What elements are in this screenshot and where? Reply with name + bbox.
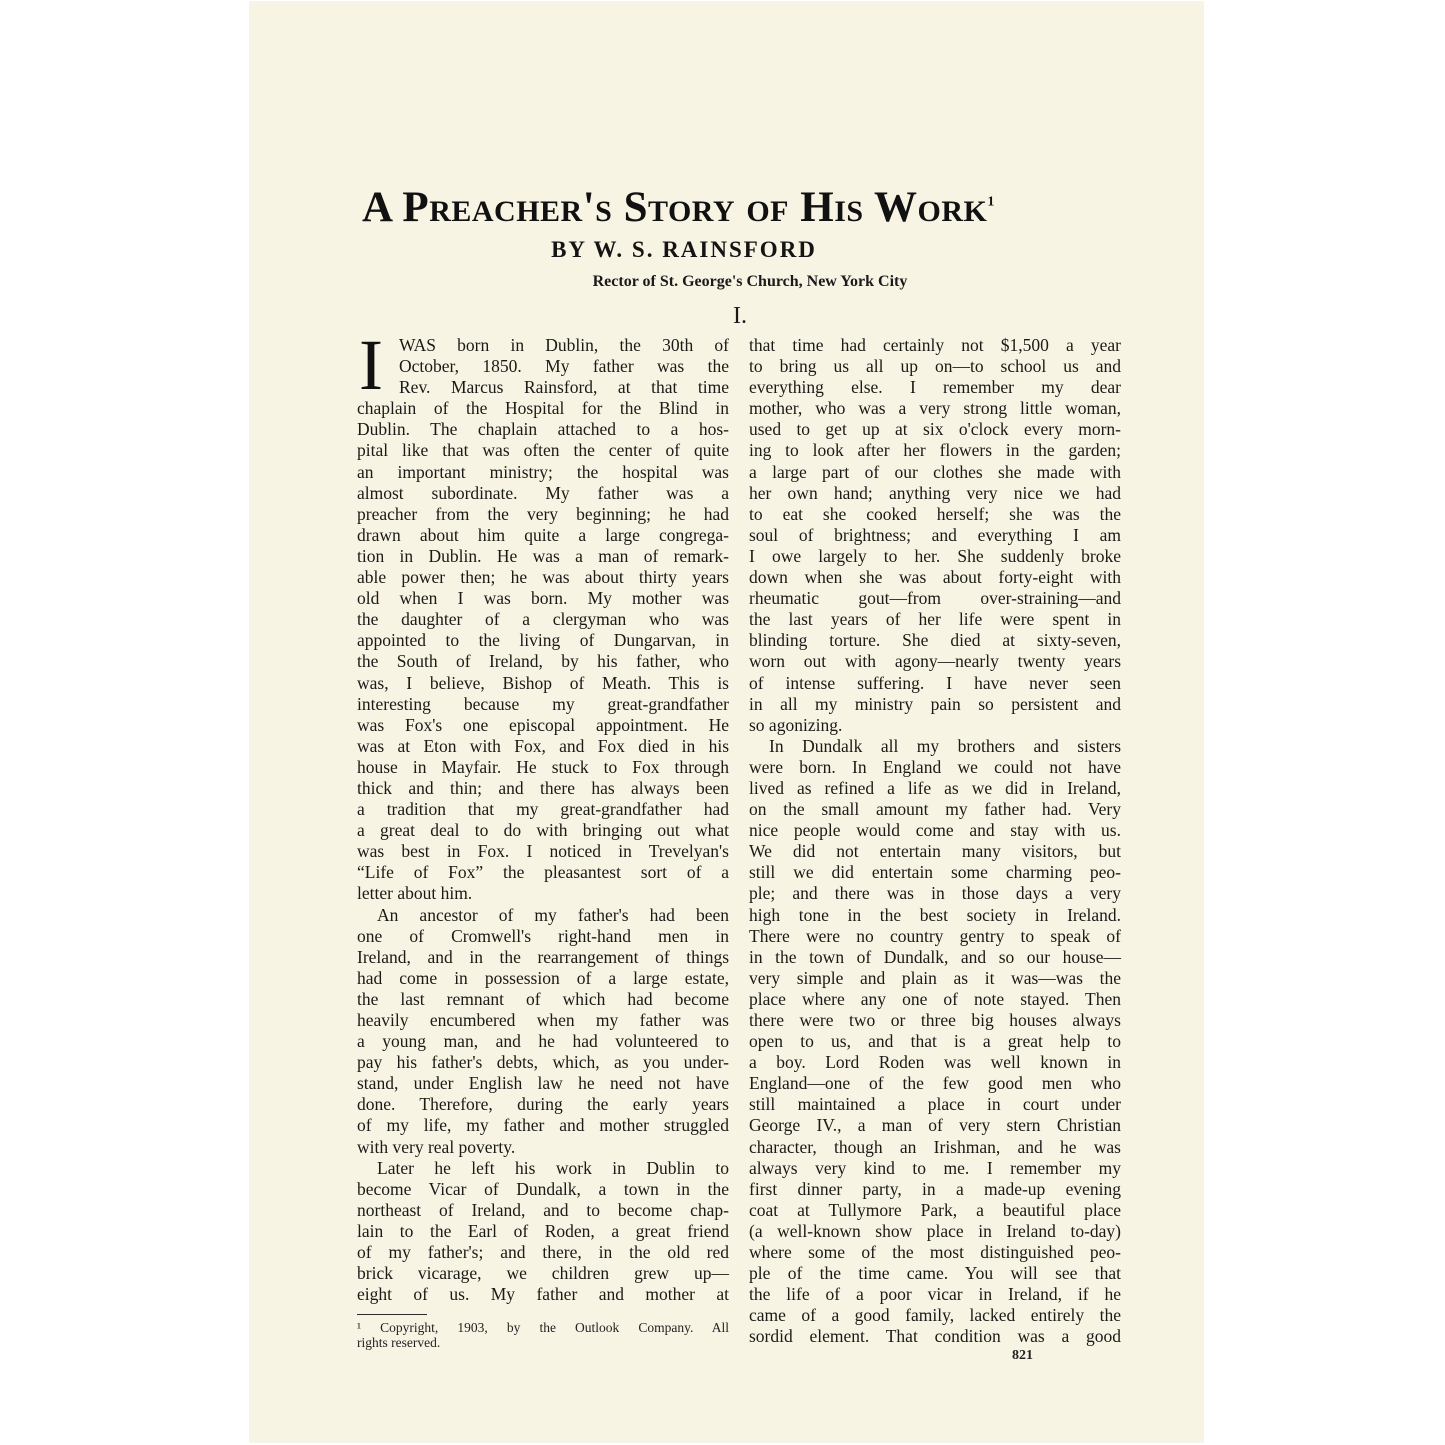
text-line: were born. In England we could not have xyxy=(749,756,1121,777)
text-line: in all my ministry pain so persistent and xyxy=(749,693,1121,714)
text-line: Rev. Marcus Rainsford, at that time xyxy=(399,377,729,398)
text-line: her own hand; anything very nice we had xyxy=(749,482,1121,503)
text-line: able power then; he was about thirty years xyxy=(357,567,729,588)
text-line: ing to look after her flowers in the garden; xyxy=(749,440,1121,461)
text-line: to eat she cooked herself; she was the xyxy=(749,503,1121,524)
text-line: place where any one of note stayed. Then xyxy=(749,988,1121,1009)
text-line: interesting because my great-grandfather xyxy=(357,693,729,714)
section-number: I. xyxy=(733,303,747,329)
text-line: had come in possession of a large estate, xyxy=(357,967,729,988)
text-line: old when I was born. My mother was xyxy=(357,588,729,609)
text-line: of intense suffering. I have never seen xyxy=(749,672,1121,693)
text-line: Ireland, and in the rearrangement of things xyxy=(357,946,729,967)
drop-cap: I xyxy=(359,325,383,405)
text-line: I owe largely to her. She suddenly broke xyxy=(749,545,1121,566)
text-line: England—one of the few good men who xyxy=(749,1073,1121,1094)
text-line: sordid element. That condition was a good xyxy=(749,1326,1121,1347)
text-line: lain to the Earl of Roden, a great friend xyxy=(357,1220,729,1241)
author-byline: BY W. S. RAINSFORD xyxy=(551,237,817,262)
text-line: heavily encumbered when my father was xyxy=(357,1010,729,1030)
text-line: on the small amount my father had. Very xyxy=(749,799,1121,820)
text-line: letter about him. xyxy=(357,883,473,904)
text-line: In Dundalk all my brothers and sisters xyxy=(769,735,1121,756)
article-title xyxy=(362,183,1202,232)
text-line: pital like that was often the center of quite xyxy=(357,440,729,461)
text-line: a young man, and he had volunteered to xyxy=(357,1031,729,1052)
text-line: with very real poverty. xyxy=(357,1136,516,1157)
text-line: lived as refined a life as we did in Ireland, xyxy=(749,777,1121,798)
text-line: a tradition that my great-grandfather had xyxy=(357,799,729,820)
text-line: was Fox's one episcopal appointment. He xyxy=(357,714,729,735)
author-affiliation: Rector of St. George's Church, New York City xyxy=(592,273,908,290)
text-line: one of Cromwell's right-hand men in xyxy=(357,925,729,946)
text-line: that time had certainly not $1,500 a year xyxy=(749,335,1121,355)
text-line: used to get up at six o'clock every morn- xyxy=(749,419,1121,440)
text-line: always very kind to me. I remember my xyxy=(749,1157,1121,1178)
right-text-column xyxy=(749,335,1121,1348)
text-line: George IV., a man of very stern Christian xyxy=(749,1115,1121,1136)
text-line: an important ministry; the hospital was xyxy=(357,461,729,482)
text-line: thick and thin; and there has always been xyxy=(357,777,729,798)
text-line: Dublin. The chaplain attached to a hos- xyxy=(357,419,729,440)
text-line: was, I believe, Bishop of Meath. This is xyxy=(357,672,729,693)
text-line: appointed to the living of Dungarvan, in xyxy=(357,630,729,651)
text-line: still maintained a place in court under xyxy=(749,1094,1121,1115)
text-line: in the town of Dundalk, and so our house— xyxy=(749,946,1121,967)
text-line: There were no country gentry to speak of xyxy=(749,925,1121,946)
text-line: the South of Ireland, by his father, who xyxy=(357,651,729,672)
text-line: pay his father's debts, which, as you under- xyxy=(357,1052,729,1073)
text-line: high tone in the best society in Ireland. xyxy=(749,904,1121,925)
text-line: coat at Tullymore Park, a beautiful place xyxy=(749,1199,1121,1220)
text-line: came of a good family, lacked entirely the xyxy=(749,1305,1121,1326)
text-line: was best in Fox. I noticed in Trevelyan's xyxy=(357,841,729,862)
text-line: everything else. I remember my dear xyxy=(749,377,1121,398)
text-line: preacher from the very beginning; he had xyxy=(357,503,729,524)
text-line: to bring us all up on—to school us and xyxy=(749,356,1121,377)
text-line: so agonizing. xyxy=(749,714,843,735)
text-line: character, though an Irishman, and he was xyxy=(749,1136,1121,1157)
text-line: ple of the time came. You will see that xyxy=(749,1263,1121,1284)
text-line: very simple and plain as it was—was the xyxy=(749,967,1121,988)
text-line: a large part of our clothes she made with xyxy=(749,461,1121,482)
text-line: eight of us. My father and mother at xyxy=(357,1284,729,1305)
footnote-line: ¹ Copyright, 1903, by the Outlook Company. All xyxy=(357,1320,729,1335)
text-line: a great deal to do with bringing out what xyxy=(357,820,729,841)
text-line: nice people would come and stay with us. xyxy=(749,820,1121,841)
text-line: the life of a poor vicar in Ireland, if he xyxy=(749,1284,1121,1305)
text-line: blinding torture. She died at sixty-seven, xyxy=(749,630,1121,651)
text-line: of my life, my father and mother struggled xyxy=(357,1115,729,1136)
text-line: soul of brightness; and everything I am xyxy=(749,524,1121,545)
article-title-text: A Preacher's Story of His Work xyxy=(362,184,988,231)
text-line: first dinner party, in a made-up evening xyxy=(749,1178,1121,1199)
text-line: was at Eton with Fox, and Fox died in his xyxy=(357,735,729,756)
text-line: tion in Dublin. He was a man of remark- xyxy=(357,545,729,566)
footnote-reference-mark: 1 xyxy=(987,194,995,210)
text-line: mother, who was a very strong little woman, xyxy=(749,398,1121,419)
text-line: of my father's; and there, in the old red xyxy=(357,1242,729,1263)
text-line: the last remnant of which had become xyxy=(357,988,729,1009)
text-line: October, 1850. My father was the xyxy=(399,356,729,377)
text-line: WAS born in Dublin, the 30th of xyxy=(399,335,729,355)
text-line: house in Mayfair. He stuck to Fox through xyxy=(357,756,729,777)
footnote-rule xyxy=(357,1314,427,1315)
text-line: done. Therefore, during the early years xyxy=(357,1094,729,1115)
text-line: ple; and there was in those days a very xyxy=(749,883,1121,904)
text-line: rheumatic gout—from over-straining—and xyxy=(749,588,1121,609)
text-line: become Vicar of Dundalk, a town in the xyxy=(357,1178,729,1199)
text-line: worn out with agony—nearly twenty years xyxy=(749,651,1121,672)
text-line: open to us, and that is a great help to xyxy=(749,1031,1121,1052)
text-line: chaplain of the Hospital for the Blind in xyxy=(357,398,729,419)
text-line: brick vicarage, we children grew up— xyxy=(357,1263,729,1284)
text-line: still we did entertain some charming peo- xyxy=(749,862,1121,883)
left-text-column xyxy=(357,325,729,1305)
text-line: We did not entertain many visitors, but xyxy=(749,841,1121,862)
text-line: where some of the most distinguished peo- xyxy=(749,1242,1121,1263)
text-line: a boy. Lord Roden was well known in xyxy=(749,1052,1121,1073)
page-number: 821 xyxy=(1012,1348,1033,1363)
text-line: (a well-known show place in Ireland to-day) xyxy=(749,1220,1121,1241)
footnote xyxy=(357,1320,729,1350)
text-line: drawn about him quite a large congrega- xyxy=(357,524,729,545)
text-line: stand, under English law he need not have xyxy=(357,1073,729,1094)
text-line: “Life of Fox” the pleasantest sort of a xyxy=(357,862,729,883)
text-line: the daughter of a clergyman who was xyxy=(357,609,729,630)
text-line: northeast of Ireland, and to become chap- xyxy=(357,1199,729,1220)
text-line: An ancestor of my father's had been xyxy=(377,904,729,925)
text-line: down when she was about forty-eight with xyxy=(749,567,1121,588)
text-line: there were two or three big houses always xyxy=(749,1010,1121,1030)
text-line: Later he left his work in Dublin to xyxy=(377,1157,729,1178)
text-line: the last years of her life were spent in xyxy=(749,609,1121,630)
text-line: almost subordinate. My father was a xyxy=(357,482,729,503)
footnote-line: rights reserved. xyxy=(357,1335,441,1350)
